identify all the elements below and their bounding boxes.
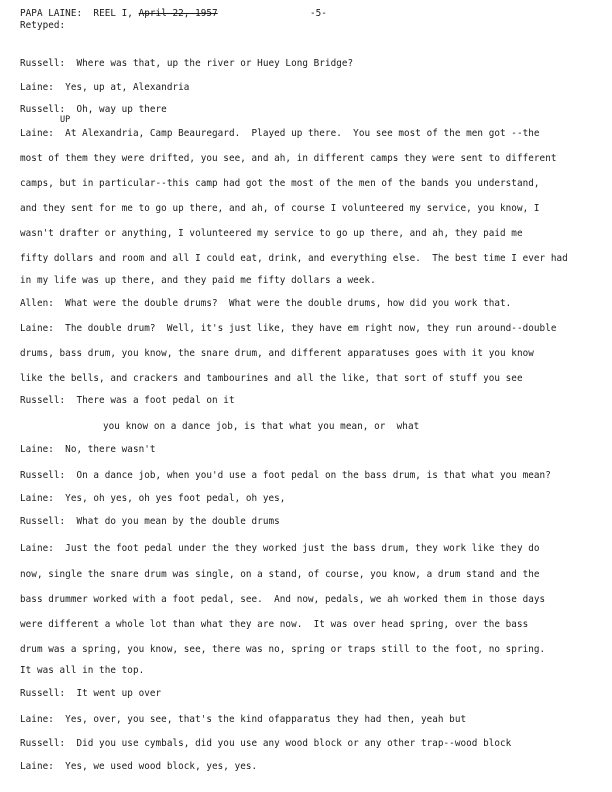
retyped-note: Retyped: — [20, 20, 66, 31]
transcript-line: in my life was up there, and they paid me fifty dollars a week. — [20, 275, 376, 286]
transcript-line: Laine: No, there wasn't — [20, 444, 156, 455]
transcript-line: Russell: On a dance job, when you'd use a foot pedal on the bass drum, is that what you mean? — [20, 470, 551, 481]
transcript-line: Russell: Oh, way up there — [20, 104, 167, 115]
transcript-line: Laine: Yes, up at, Alexandria — [20, 82, 190, 93]
transcript-line: like the bells, and crackers and tambourines and all the like, that sort of stuff you see — [20, 373, 523, 384]
transcript-line: Laine: Just the foot pedal under the they worked just the bass drum, they work like they do — [20, 543, 540, 554]
page-number: -5- — [310, 8, 327, 19]
transcript-line: Laine: Yes, over, you see, that's the kind ofapparatus they had then, yeah but — [20, 714, 467, 725]
header-title: PAPA LAINE: — [20, 8, 83, 19]
transcript-line: Russell: It went up over — [20, 688, 162, 699]
transcript-line: drums, bass drum, you know, the snare drum, and different apparatuses goes with it you know — [20, 348, 534, 359]
transcript-line: It was all in the top. — [20, 665, 145, 676]
transcript-line: now, single the snare drum was single, on a stand, of course, you know, a drum stand and the — [20, 569, 540, 580]
transcript-line: Laine: Yes, we used wood block, yes, yes. — [20, 761, 258, 772]
transcript-line: Russell: Where was that, up the river or Huey Long Bridge? — [20, 58, 354, 69]
transcript-line: drum was a spring, you know, see, there was no, spring or traps still to the foot, no spring. — [20, 644, 546, 655]
insertion-mark: UP — [60, 115, 71, 125]
transcript-line: and they sent for me to go up there, and ah, of course I volunteered my service, you know, I — [20, 203, 540, 214]
header-line — [20, 8, 218, 20]
transcript-line: Russell: There was a foot pedal on it — [20, 395, 235, 406]
transcript-line: Laine: The double drum? Well, it's just like, they have em right now, they run around--double — [20, 323, 557, 334]
transcript-line: Russell: Did you use cymbals, did you use any wood block or any other trap--wood block — [20, 738, 512, 749]
transcript-line: bass drummer worked with a foot pedal, see. And now, pedals, we ah worked them in those days — [20, 594, 546, 605]
transcript-line: Russell: What do you mean by the double drums — [20, 516, 280, 527]
transcript-line: camps, but in particular--this camp had got the most of the men of the bands you understand, — [20, 178, 540, 189]
transcript-line: fifty dollars and room and all I could eat, drink, and everything else. The best time I ever had — [20, 253, 568, 264]
transcript-line: you know on a dance job, is that what you mean, or what — [103, 421, 420, 432]
header-reel: REEL I, — [93, 8, 133, 19]
transcript-line: were different a whole lot than what they are now. It was over head spring, over the bass — [20, 619, 529, 630]
transcript-line: Laine: At Alexandria, Camp Beauregard. Played up there. You see most of the men got --the — [20, 128, 540, 139]
header-date: April 22, 1957 — [138, 8, 218, 19]
transcript-line: wasn't drafter or anything, I volunteered my service to go up there, and ah, they paid me — [20, 228, 523, 239]
transcript-line: most of them they were drifted, you see, and ah, in different camps they were sent to different — [20, 153, 557, 164]
transcript-line: Laine: Yes, oh yes, oh yes foot pedal, oh yes, — [20, 493, 286, 504]
transcript-line: Allen: What were the double drums? What were the double drums, how did you work that. — [20, 298, 512, 309]
